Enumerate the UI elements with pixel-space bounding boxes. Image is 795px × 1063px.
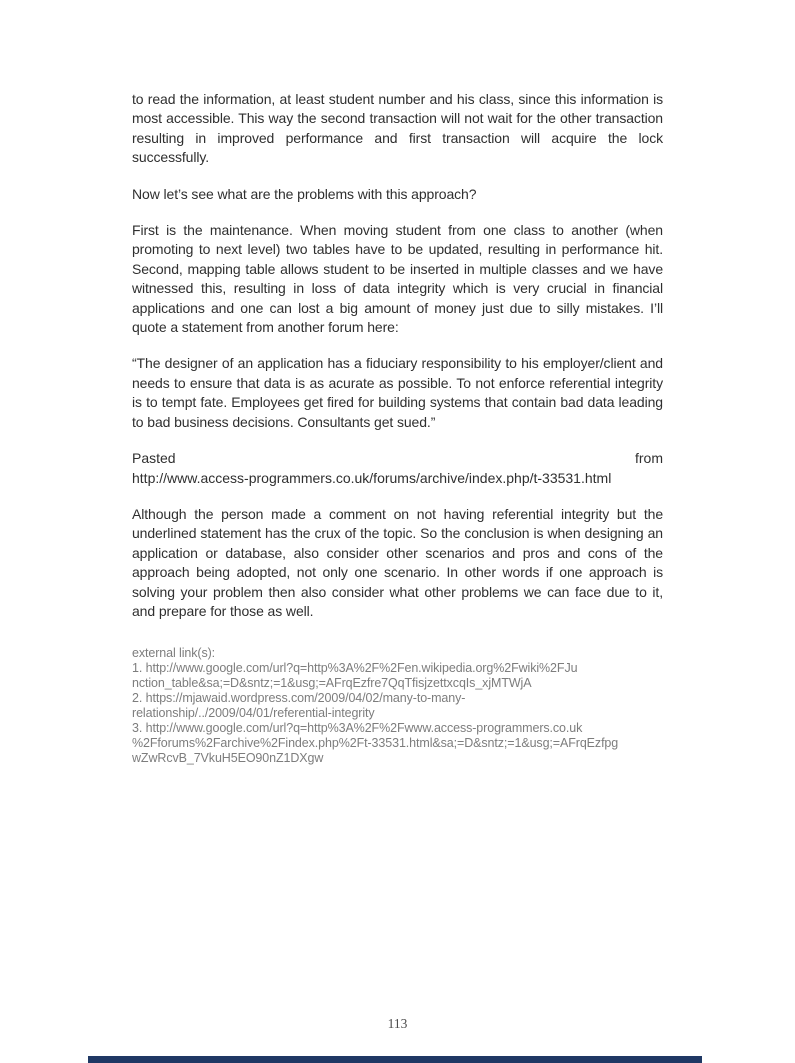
page-content [132, 90, 663, 766]
external-links-header: external link(s): [132, 646, 216, 661]
external-link-line-5: 3. http://www.google.com/url?q=http%3A%2F%2Fwww.access-programmers.co.uk [132, 720, 583, 735]
external-link-line-7: wZwRcvB_7VkuH5EO90nZ1DXgw [132, 750, 324, 765]
external-links-section [132, 646, 663, 765]
bottom-navy-bar [88, 1056, 702, 1063]
external-link-line-3: 2. https://mjawaid.wordpress.com/2009/04/02/many-to-many- [132, 691, 466, 706]
external-link-line-4: relationship/../2009/04/01/referential-integrity [132, 705, 375, 720]
paragraph-lock-performance: to read the information, at least student number and his class, since this information is most accessible. This way the second transaction will not wait for the other transaction resulting in improved performance and first transaction will acquire the lock successfully. [132, 91, 663, 166]
pasted-from-line [132, 449, 663, 468]
paragraph-conclusion: Although the person made a comment on not having referential integrity but the underlined statement has the crux of the topic. So the conclusion is when designing an application or database, also consider other scenarios and pros and cons of the approach being adopted, not only one scenario. In other words if one approach is solving your problem then also consider what other problems we can face due to it, and prepare for those as well. [132, 505, 663, 619]
external-link-line-1: 1. http://www.google.com/url?q=http%3A%2F%2Fen.wikipedia.org%2Fwiki%2FJu [132, 661, 578, 676]
pasted-source-url: http://www.access-programmers.co.uk/forums/archive/index.php/t-33531.html [132, 469, 612, 486]
paragraph-maintenance: First is the maintenance. When moving student from one class to another (when promoting to next level) two tables have to be updated, resulting in performance hit. Second, mapping table allows student to be inserted in multiple classes and we have witnessed this, resulting in loss of data integrity which is very crucial in financial applications and one can lost a big amount of money just due to silly mistakes. I’ll quote a statement from another forum here: [132, 222, 663, 336]
pasted-from-block [132, 449, 663, 488]
paragraph-problems-question: Now let’s see what are the problems with this approach? [132, 185, 477, 202]
pasted-from-word: from [635, 450, 663, 467]
external-link-line-6: %2Fforums%2Farchive%2Findex.php%2Ft-33531.html&sa;=D&sntz;=1&usg;=AFrqEzfpg [132, 735, 619, 750]
quote-paragraph: “The designer of an application has a fiduciary responsibility to his employer/client and needs to ensure that data is as acurate as possible. To not enforce referential integrity is to tempt fate. Employees get fired for building systems that contain bad data leading to bad business decisions. Consultants get sued.” [132, 355, 663, 430]
pasted-label: Pasted [132, 450, 176, 467]
external-link-line-2: nction_table&sa;=D&sntz;=1&usg;=AFrqEzfre7QqTfisjzettxcqIs_xjMTWjA [132, 676, 532, 691]
page-number: 113 [387, 1016, 408, 1031]
